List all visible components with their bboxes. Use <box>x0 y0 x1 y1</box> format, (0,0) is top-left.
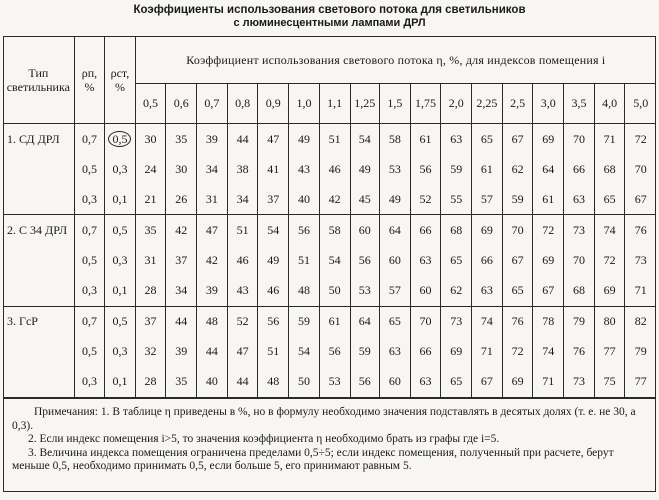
coefficient-cell: 74 <box>533 337 564 367</box>
coefficient-cell: 76 <box>502 306 533 337</box>
coefficient-cell: 32 <box>135 337 166 367</box>
coefficient-cell: 50 <box>289 367 320 398</box>
header-index-cell: 2,5 <box>502 84 533 124</box>
coefficient-cell: 78 <box>533 306 564 337</box>
coefficient-cell: 66 <box>564 154 595 184</box>
header-lamp-type <box>3 37 74 124</box>
header-index-cell: 5,0 <box>625 84 656 124</box>
rho-p-cell: 0,3 <box>74 275 105 306</box>
coefficient-cell: 75 <box>594 367 625 398</box>
circled-value: 0,5 <box>108 131 131 147</box>
coefficient-cell: 69 <box>441 337 472 367</box>
coefficient-cell: 71 <box>625 275 656 306</box>
coefficient-cell: 55 <box>441 184 472 215</box>
coefficient-cell: 47 <box>227 337 258 367</box>
coefficient-cell: 51 <box>227 215 258 246</box>
table-row <box>3 367 656 398</box>
coefficient-cell: 71 <box>472 337 503 367</box>
coefficient-cell: 48 <box>289 275 320 306</box>
lamp-type-cell <box>3 154 74 184</box>
coefficient-cell: 73 <box>634 252 647 267</box>
coefficient-cell: 46 <box>227 245 258 275</box>
header-index-cell: 1,5 <box>379 84 410 124</box>
coefficient-cell: 64 <box>350 306 379 337</box>
lamp-type-cell: 1. СД ДРЛ <box>3 124 74 155</box>
coefficient-cell: 56 <box>258 306 289 337</box>
coefficient-cell: 60 <box>350 215 379 246</box>
coefficient-cell: 67 <box>502 124 533 155</box>
rho-p-cell: 0,5 <box>74 245 105 275</box>
coefficient-cell: 46 <box>319 154 350 184</box>
header-index-cell: 0,5 <box>135 84 166 124</box>
coefficient-cell: 62 <box>502 154 533 184</box>
header-rho-st-line1: ρст, <box>110 66 130 80</box>
coefficient-cell: 66 <box>410 215 441 246</box>
coefficient-cell: 21 <box>135 184 166 215</box>
coefficient-cell: 59 <box>502 184 533 215</box>
coefficient-cell: 50 <box>319 275 350 306</box>
coefficient-cell: 39 <box>166 337 197 367</box>
coefficient-cell: 51 <box>319 124 350 155</box>
coefficient-cell: 63 <box>410 367 441 398</box>
header-coefficient-span: Коэффициент использования светового потока η, %, для индексов помещения i <box>135 37 656 84</box>
coefficient-cell: 49 <box>350 154 379 184</box>
coefficient-cell: 61 <box>410 124 441 155</box>
coefficient-cell: 43 <box>289 154 320 184</box>
coefficient-cell: 30 <box>135 124 166 155</box>
coefficient-cell: 65 <box>502 275 533 306</box>
coefficient-cell: 47 <box>197 215 228 246</box>
table-row <box>3 215 656 246</box>
coefficient-cell: 53 <box>319 367 350 398</box>
coefficient-cell: 65 <box>594 184 625 215</box>
coefficient-cell: 42 <box>319 184 350 215</box>
rho-st-cell: 0,5 <box>105 306 136 337</box>
coefficient-cell: 37 <box>166 245 197 275</box>
coefficient-cell: 71 <box>533 367 564 398</box>
header-lamp-type-line2: светильника <box>6 80 70 94</box>
coefficient-cell: 61 <box>319 306 350 337</box>
page-bottom-rule <box>3 491 656 492</box>
lamp-type-cell: 3. ГсР <box>3 306 74 337</box>
header-rho-p <box>74 37 105 124</box>
coefficient-cell: 51 <box>289 245 320 275</box>
coefficient-cell: 56 <box>350 367 379 398</box>
lamp-type-cell: 2. С 34 ДРЛ <box>3 215 74 246</box>
rho-st-cell: 0,1 <box>105 367 136 398</box>
coefficient-cell: 48 <box>197 306 228 337</box>
coefficient-cell: 74 <box>472 306 503 337</box>
coefficient-cell: 74 <box>594 215 625 246</box>
coefficient-cell: 69 <box>502 367 533 398</box>
coefficient-cell: 80 <box>594 306 625 337</box>
coefficient-cell: 38 <box>227 154 258 184</box>
coefficient-cell: 57 <box>379 275 410 306</box>
coefficient-cell: 66 <box>410 337 441 367</box>
coefficient-cell: 67 <box>502 245 533 275</box>
coefficient-cell: 57 <box>472 184 503 215</box>
rho-p-cell: 0,5 <box>74 337 105 367</box>
coefficient-cell: 76 <box>634 222 647 237</box>
header-index-cell: 3,0 <box>533 84 564 124</box>
coefficient-cell: 70 <box>564 245 595 275</box>
coefficient-cell: 49 <box>289 124 320 155</box>
coefficient-cell: 24 <box>135 154 166 184</box>
coefficient-cell: 44 <box>166 306 197 337</box>
coefficient-cell: 39 <box>197 275 228 306</box>
rho-st-cell <box>105 124 136 155</box>
coefficient-cell: 56 <box>350 245 379 275</box>
right-border <box>655 36 656 491</box>
coefficient-cell: 58 <box>379 124 410 155</box>
coefficient-cell: 44 <box>227 124 258 155</box>
coefficient-cell: 70 <box>634 161 647 176</box>
header-index-cell: 0,7 <box>197 84 228 124</box>
coefficient-cell: 51 <box>258 337 289 367</box>
rho-p-cell: 0,7 <box>74 124 105 155</box>
coefficient-cell: 79 <box>634 344 647 359</box>
coefficient-cell: 72 <box>502 337 533 367</box>
lamp-type-cell <box>3 337 74 367</box>
coefficient-cell: 52 <box>227 306 258 337</box>
coefficient-cell: 65 <box>472 124 503 155</box>
table-row <box>3 184 656 215</box>
header-index-cell: 0,8 <box>227 84 258 124</box>
rho-st-cell: 0,1 <box>105 275 136 306</box>
rho-p-cell: 0,7 <box>74 306 105 337</box>
rho-st-cell: 0,3 <box>105 245 136 275</box>
coefficient-cell: 66 <box>472 245 503 275</box>
coefficient-cell: 49 <box>258 245 289 275</box>
header-lamp-type-line1: Тип <box>28 66 49 80</box>
coefficient-cell: 44 <box>197 337 228 367</box>
coefficient-cell: 31 <box>135 245 166 275</box>
header-rho-p-line2: % <box>84 80 95 94</box>
note-3: 3. Величина индекса помещения ограничена пределами 0,5÷5; если индекс помещения, полученный при расчете, берут меньше 0,5, необходимо принимать 0,5, если больше 5, его принимают равным 5. <box>12 446 614 472</box>
coefficient-cell: 56 <box>289 215 320 246</box>
coefficient-cell: 34 <box>166 275 197 306</box>
header-index-cell: 1,75 <box>410 84 441 124</box>
coefficient-cell: 59 <box>350 337 379 367</box>
table-bottom-rule <box>3 398 656 399</box>
coefficient-cell: 40 <box>197 367 228 398</box>
coefficient-cell: 63 <box>472 275 503 306</box>
notes-block <box>12 406 652 474</box>
lamp-type-cell <box>3 245 74 275</box>
coefficient-cell: 72 <box>594 245 625 275</box>
coefficient-cell: 46 <box>258 275 289 306</box>
coefficient-cell: 67 <box>472 367 503 398</box>
coefficient-cell: 70 <box>564 124 595 155</box>
coefficient-cell: 65 <box>441 367 472 398</box>
table-row <box>3 306 656 337</box>
coefficient-cell: 42 <box>197 245 228 275</box>
coefficient-cell: 54 <box>350 124 379 155</box>
rho-st-cell: 0,5 <box>105 215 136 246</box>
coefficient-cell: 43 <box>227 275 258 306</box>
coefficient-cell: 62 <box>441 275 472 306</box>
note-1: Примечания: 1. В таблице η приведены в %, но в формулу необходимо значения подставлять в десятых долях (т. е. не 30, а 0,3). <box>12 406 636 432</box>
header-rho-st-line2: % <box>114 80 125 94</box>
coefficient-cell: 48 <box>258 367 289 398</box>
rho-st-cell: 0,3 <box>105 337 136 367</box>
coefficient-cell: 40 <box>289 184 320 215</box>
coefficient-cell: 49 <box>379 184 410 215</box>
coefficient-cell: 39 <box>197 124 228 155</box>
coefficient-cell: 68 <box>441 215 472 246</box>
coefficients-table <box>3 36 656 398</box>
coefficient-cell: 47 <box>258 124 289 155</box>
coefficient-cell: 53 <box>379 154 410 184</box>
coefficient-cell: 63 <box>379 337 410 367</box>
coefficient-cell: 63 <box>564 184 595 215</box>
coefficient-cell: 73 <box>441 306 472 337</box>
coefficient-cell: 65 <box>441 245 472 275</box>
coefficient-cell: 56 <box>319 337 350 367</box>
lamp-type-cell <box>3 367 74 398</box>
coefficient-cell: 54 <box>289 337 320 367</box>
header-rho-p-line1: ρп, <box>81 66 98 80</box>
lamp-type-cell <box>3 275 74 306</box>
coefficient-cell: 42 <box>166 215 197 246</box>
coefficient-cell: 35 <box>166 367 197 398</box>
coefficient-cell: 64 <box>379 215 410 246</box>
table-row <box>3 275 656 306</box>
header-index-cell: 0,6 <box>166 84 197 124</box>
header-index-cell: 4,0 <box>594 84 625 124</box>
rho-p-cell: 0,7 <box>74 215 105 246</box>
lamp-type-cell <box>3 184 74 215</box>
header-index-cell: 1,1 <box>319 84 350 124</box>
coefficient-cell: 35 <box>166 124 197 155</box>
coefficient-cell: 68 <box>594 154 625 184</box>
coefficient-cell: 44 <box>227 367 258 398</box>
coefficient-cell: 64 <box>533 154 564 184</box>
coefficient-cell: 72 <box>634 131 647 146</box>
coefficient-cell: 70 <box>502 215 533 246</box>
coefficient-cell: 34 <box>197 154 228 184</box>
coefficient-cell: 45 <box>350 184 379 215</box>
coefficient-cell: 65 <box>379 306 410 337</box>
coefficient-cell: 71 <box>594 124 625 155</box>
rho-st-cell: 0,1 <box>105 184 136 215</box>
coefficient-cell: 61 <box>472 154 503 184</box>
table-body <box>3 124 656 398</box>
header-index-cell: 1,25 <box>350 84 379 124</box>
coefficient-cell: 34 <box>227 184 258 215</box>
coefficient-cell: 69 <box>472 215 503 246</box>
coefficient-cell: 52 <box>410 184 441 215</box>
header-index-cell: 1,0 <box>289 84 320 124</box>
coefficient-cell: 59 <box>441 154 472 184</box>
table-row <box>3 337 656 367</box>
rho-p-cell: 0,3 <box>74 184 105 215</box>
coefficient-cell: 67 <box>533 275 564 306</box>
coefficient-cell: 26 <box>166 184 197 215</box>
coefficient-cell: 31 <box>197 184 228 215</box>
rho-p-cell: 0,3 <box>74 367 105 398</box>
coefficient-cell: 30 <box>166 154 197 184</box>
coefficient-cell: 70 <box>410 306 441 337</box>
left-border <box>3 36 4 491</box>
rho-st-cell: 0,3 <box>105 154 136 184</box>
coefficient-cell: 35 <box>135 215 166 246</box>
table-row <box>3 124 656 155</box>
coefficient-cell: 63 <box>441 124 472 155</box>
title-line-2: с люминесцентными лампами ДРЛ <box>233 17 426 29</box>
rho-p-cell: 0,5 <box>74 154 105 184</box>
coefficient-cell: 60 <box>410 275 441 306</box>
note-2: 2. Если индекс помещения i>5, то значения коэффициента η необходимо брать из графы где i=5. <box>28 433 500 445</box>
coefficient-cell: 56 <box>410 154 441 184</box>
coefficient-cell: 77 <box>594 337 625 367</box>
coefficient-cell: 58 <box>319 215 350 246</box>
coefficient-cell: 73 <box>564 215 595 246</box>
coefficient-cell: 82 <box>634 314 647 329</box>
coefficient-cell: 76 <box>564 337 595 367</box>
coefficient-cell: 77 <box>625 367 656 398</box>
coefficient-cell: 53 <box>350 275 379 306</box>
coefficient-cell: 63 <box>410 245 441 275</box>
coefficient-cell: 28 <box>135 367 166 398</box>
table-title <box>0 4 659 30</box>
coefficient-cell: 54 <box>258 215 289 246</box>
header-index-cell: 0,9 <box>258 84 289 124</box>
title-line-1: Коэффициенты использования светового потока для светильников <box>133 4 526 16</box>
coefficient-cell: 72 <box>533 215 564 246</box>
header-index-cell: 3,5 <box>564 84 595 124</box>
coefficient-cell: 67 <box>625 184 656 215</box>
table-row <box>3 154 656 184</box>
table-row <box>3 245 656 275</box>
coefficient-cell: 69 <box>533 245 564 275</box>
coefficient-cell: 37 <box>258 184 289 215</box>
header-index-cell: 2,0 <box>441 84 472 124</box>
coefficient-cell: 69 <box>594 275 625 306</box>
coefficient-cell: 37 <box>135 306 166 337</box>
coefficient-cell: 73 <box>564 367 595 398</box>
coefficient-cell: 60 <box>379 367 410 398</box>
coefficient-cell: 61 <box>533 184 564 215</box>
coefficient-cell: 28 <box>135 275 166 306</box>
coefficient-cell: 41 <box>258 154 289 184</box>
header-index-cell: 2,25 <box>472 84 503 124</box>
coefficient-cell: 69 <box>533 124 564 155</box>
coefficient-cell: 79 <box>564 306 595 337</box>
coefficient-cell: 54 <box>319 245 350 275</box>
coefficient-cell: 68 <box>564 275 595 306</box>
coefficient-cell: 60 <box>379 245 410 275</box>
coefficient-cell: 59 <box>289 306 320 337</box>
header-rho-st <box>105 37 136 124</box>
